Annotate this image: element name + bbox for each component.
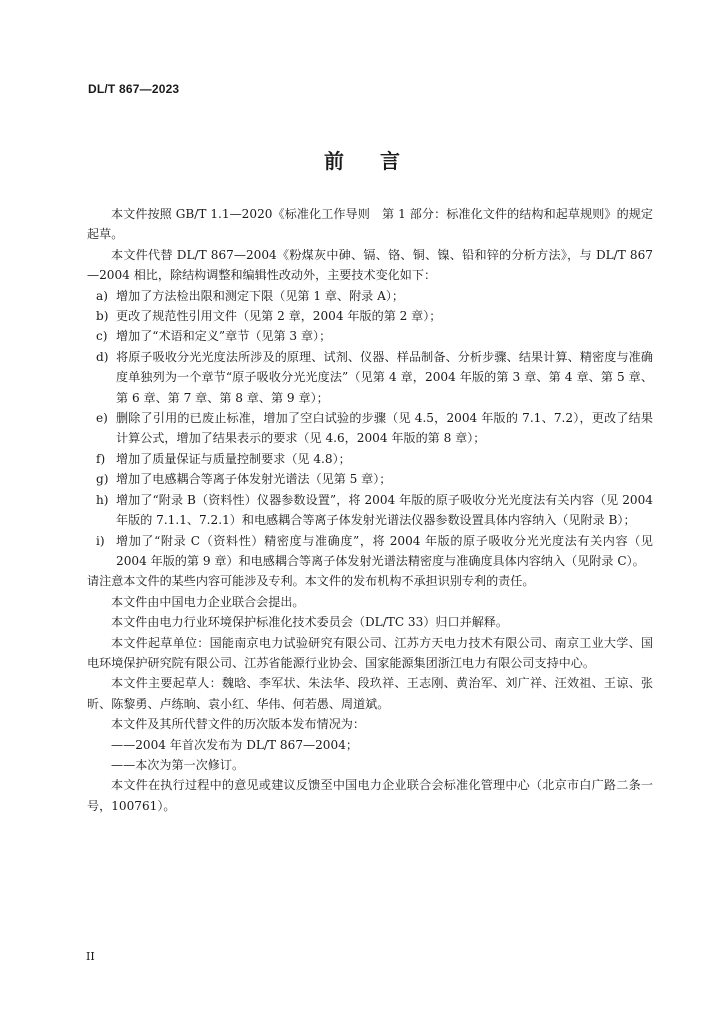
list-text: 增加了质量保证与质量控制要求（见 4.8）；: [116, 451, 351, 466]
list-item: [87, 286, 653, 306]
paragraph-replaces: 本文件代替 DL/T 867—2004《粉煤灰中砷、镉、铬、铜、镍、铅和锌的分析方法》，与 DL/T 867—2004 相比，除结构调整和编辑性改动外，主要技术变化如下：: [87, 247, 653, 283]
list-marker: b): [96, 309, 109, 324]
list-text: 增加了电感耦合等离子体发射光谱法（见第 5 章）；: [116, 472, 392, 487]
list-text: 增加了“附录 B（资料性）仪器参数设置”，将 2004 年版的原子吸收分光光度法有关内容（见 2004 年版的 7.1.1、7.2.1）和电感耦合等离子体发射光谱法仪器参数设置具体内容纳入（见附录 B）；: [116, 492, 653, 528]
list-text: 将原子吸收分光光度法所涉及的原理、试剂、仪器、样品制备、分析步骤、结果计算、精密度与准确度单独列为一个章节“原子吸收分光光度法”（见第 4 章，2004 年版的第 3 章、第 4 章、第 5 章、第 6 章、第 7 章、第 8 章、第 9 章）；: [116, 349, 653, 405]
paragraph-drafting-units: 本文件起草单位：国能南京电力试验研究有限公司、江苏方天电力技术有限公司、南京工业大学、国电环境保护研究院有限公司、江苏省能源行业协会、国家能源集团浙江电力有限公司支持中心。: [87, 635, 653, 670]
list-marker: h): [96, 492, 109, 507]
paragraph-proposer: 本文件由中国电力企业联合会提出。: [111, 594, 305, 609]
page-title: [0, 145, 724, 174]
list-item: [87, 449, 653, 469]
paragraph-technical-committee: 本文件由电力行业环境保护标准化技术委员会（DL/TC 33）归口并解释。: [111, 615, 508, 630]
title-char-2: 言: [380, 149, 400, 173]
list-text: 增加了“附录 C（资料性）精密度与准确度”，将 2004 年版的原子吸收分光光度法有关内容（见 2004 年版的第 9 章）和电感耦合等离子体发射光谱法精密度与准确度具体内容纳入（见附录 C）。: [116, 533, 653, 568]
paragraph-feedback: 本文件在执行过程中的意见或建议反馈至中国电力企业联合会标准化管理中心（北京市白广路二条一号，100761）。: [87, 778, 653, 813]
foreword-body: [87, 204, 653, 816]
list-marker: i): [96, 533, 105, 548]
title-char-1: 前: [324, 149, 344, 173]
list-text: 更改了规范性引用文件（见第 2 章，2004 年版的第 2 章）；: [116, 309, 442, 324]
list-marker: e): [96, 411, 108, 426]
list-item: [87, 490, 653, 531]
list-marker: g): [96, 472, 109, 487]
list-marker: a): [96, 288, 108, 303]
list-marker: c): [96, 329, 108, 344]
version-history-item: ——本次为第一次修订。: [111, 757, 245, 772]
paragraph-drafting-rules: 本文件按照 GB/T 1.1—2020《标准化工作导则 第 1 部分：标准化文件的结构和起草规则》的规定起草。: [87, 207, 653, 242]
version-history-item: ——2004 年首次发布为 DL/T 867—2004；: [111, 737, 358, 752]
page-number: II: [86, 950, 95, 963]
list-item: [87, 326, 653, 346]
list-item: [87, 531, 653, 572]
list-marker: f): [96, 451, 106, 466]
paragraph-patent-notice: 请注意本文件的某些内容可能涉及专利。本文件的发布机构不承担识别专利的责任。: [87, 574, 535, 589]
document-id: DL/T 867—2023: [88, 82, 180, 96]
changes-list: [87, 286, 653, 572]
list-marker: d): [96, 349, 109, 364]
list-item: [87, 408, 653, 449]
list-item: [87, 347, 653, 408]
paragraph-drafters: 本文件主要起草人：魏晗、李军状、朱法华、段玖祥、王志刚、黄治军、刘广祥、汪效祖、王谅、张昕、陈黎勇、卢练晌、袁小红、华伟、何若愚、周道斌。: [87, 676, 653, 711]
list-text: 增加了方法检出限和测定下限（见第 1 章、附录 A）；: [116, 288, 404, 303]
list-text: 删除了引用的已废止标准，增加了空白试验的步骤（见 4.5，2004 年版的 7.1、7.2），更改了结果计算公式，增加了结果表示的要求（见 4.6，2004 年版的第 8 章）；: [116, 411, 653, 446]
list-item: [87, 469, 653, 489]
list-item: [87, 306, 653, 326]
list-text: 增加了“术语和定义”章节（见第 3 章）；: [116, 329, 332, 344]
paragraph-version-history: 本文件及其所代替文件的历次版本发布情况为：: [111, 717, 365, 732]
